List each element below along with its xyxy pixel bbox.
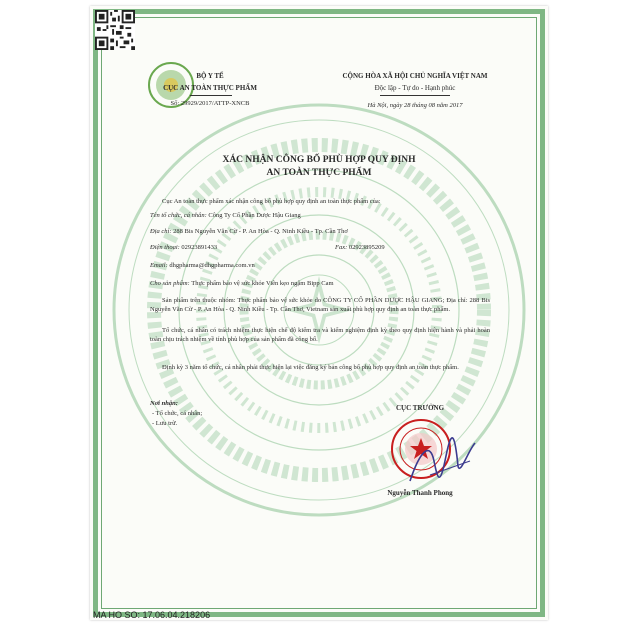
email-label: Email: xyxy=(150,262,168,269)
intro-text: Cục An toàn thực phẩm xác nhận công bố phù hợp quy định an toàn thực phẩm của: xyxy=(162,198,381,205)
place-and-date: Hà Nội, ngày 28 tháng 08 năm 2017 xyxy=(367,102,463,109)
phone-label: Điện thoại: xyxy=(150,244,180,251)
recipients-label: Nơi nhận: xyxy=(150,400,178,407)
address-label: Địa chỉ: xyxy=(150,228,172,235)
record-code: MA HO SO: 17.06.04.218206 xyxy=(93,610,211,620)
product-row xyxy=(150,280,334,287)
product-value: Thực phẩm bảo vệ sức khỏe Viên kẹo ngậm Bipp Cam xyxy=(191,280,334,287)
address-value: 288 Bis Nguyễn Văn Cừ - P. An Hòa - Q. Ninh Kiều - Tp. Cần Thơ xyxy=(173,228,348,235)
product-label: Cho sản phẩm: xyxy=(150,280,190,287)
title-line-2: AN TOÀN THỰC PHẨM xyxy=(266,168,372,178)
recipient-item: - Lưu trữ. xyxy=(152,420,178,427)
national-motto: Độc lập - Tự do - Hạnh phúc xyxy=(374,84,456,92)
email-row xyxy=(150,262,255,269)
phone-value: 02923891433 xyxy=(181,244,218,251)
motto-underline xyxy=(380,95,450,96)
agency-underline xyxy=(190,95,232,96)
ministry-name: BỘ Y TẾ xyxy=(196,72,224,80)
paragraph-product-group: Sản phẩm trên thuộc nhóm: Thực phẩm bảo vệ sức khỏe do CÔNG TY CỔ PHẦN DƯỢC HẬU GIANG; Địa chỉ: 288 Bis Nguyễn Văn Cừ - P. An Hòa - Q. Ninh Kiều - Tp. Cần Thơ, Vietnam sản xuất phù hợp quy định an toàn thực phẩm. xyxy=(150,297,490,314)
agency-name: CỤC AN TOÀN THỰC PHẨM xyxy=(163,84,257,92)
qr-code-icon xyxy=(95,10,135,50)
paragraph-renewal: Định kỳ 3 năm tổ chức, cá nhân phải thực hiện lại việc đăng ký bản công bố phù hợp quy định an toàn thực phẩm. xyxy=(162,364,459,371)
org-row xyxy=(150,212,301,219)
phone-row xyxy=(150,244,217,251)
fax-label: Fax: xyxy=(335,244,348,251)
fax-value: 02923895209 xyxy=(348,244,385,251)
org-label: Tên tổ chức, cá nhân: xyxy=(150,212,207,219)
handwritten-signature xyxy=(400,431,480,491)
paragraph-responsibility: Tổ chức, cá nhân có trách nhiệm thực hiện chế độ kiểm tra và kiểm nghiệm định kỳ theo quy định hiện hành và phải hoàn toàn chịu trách nhiệm về tính phù hợp của sản phẩm đã công bố. xyxy=(150,327,490,344)
country-name: CỘNG HÒA XÃ HỘI CHỦ NGHĨA VIỆT NAM xyxy=(342,72,488,80)
document-number: Số: 29929/2017/ATTP-XNCB xyxy=(170,100,250,107)
title-line-1: XÁC NHẬN CÔNG BỐ PHÙ HỢP QUY ĐỊNH xyxy=(222,155,416,165)
certificate-document xyxy=(90,6,548,620)
address-row xyxy=(150,228,348,235)
org-value: Công Ty Cổ Phần Dược Hậu Giang xyxy=(208,212,301,219)
fax-row xyxy=(335,244,385,251)
signer-name: Nguyễn Thanh Phong xyxy=(387,489,453,497)
signer-role: CỤC TRƯỞNG xyxy=(395,404,445,412)
recipient-item: - Tổ chức, cá nhân; xyxy=(152,410,203,417)
email-value: dhgpharma@dhgpharma.com.vn xyxy=(169,262,255,269)
